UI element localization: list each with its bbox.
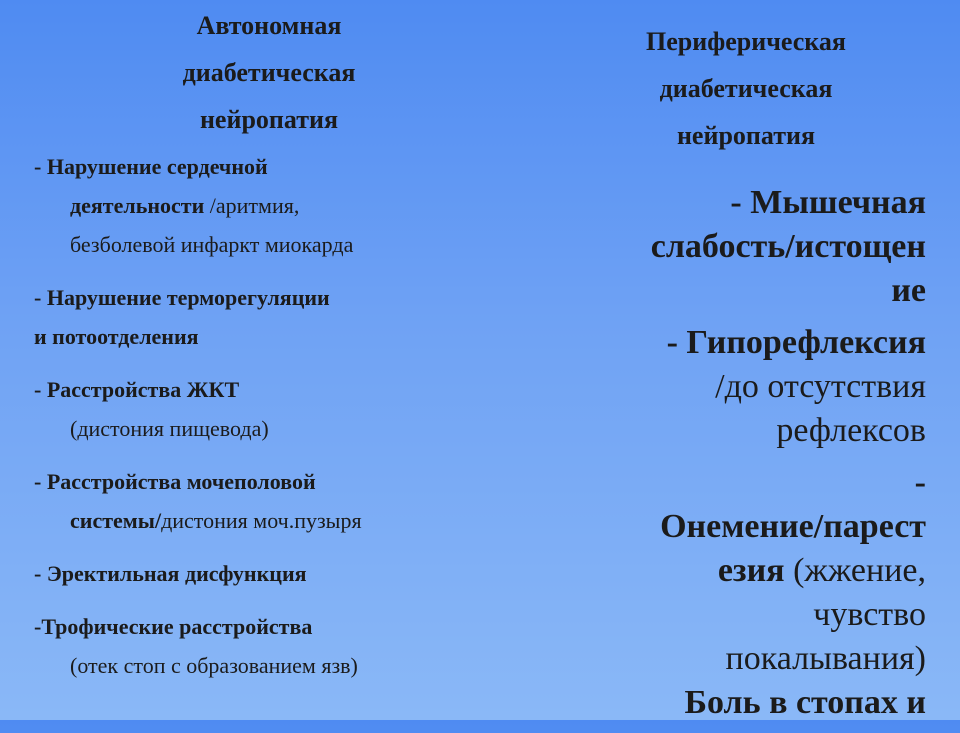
regular-text: рефлексов — [776, 412, 926, 449]
left-list-line — [34, 147, 514, 186]
bold-text: ие — [891, 272, 926, 309]
right-list-line — [566, 269, 926, 313]
right-heading-line: Периферическая — [646, 27, 846, 56]
left-list-line — [34, 370, 514, 409]
bold-text: - Нарушение терморегуляции — [34, 285, 330, 310]
left-list-item — [34, 278, 514, 356]
left-list-line — [34, 501, 514, 540]
bold-text: - Расстройства ЖКТ — [34, 377, 240, 402]
regular-text: чувство — [813, 596, 926, 633]
left-list-item — [34, 462, 514, 540]
left-list-item — [34, 554, 514, 593]
autonomic-symptom-list — [34, 147, 514, 685]
bold-text: - Эректильная дисфункция — [34, 561, 307, 586]
right-list-line — [566, 593, 926, 637]
right-list-line — [566, 321, 926, 365]
right-column — [566, 0, 926, 733]
right-list-line — [566, 549, 926, 593]
left-list-line — [34, 278, 514, 317]
right-list-line — [566, 505, 926, 549]
bold-text: езия — [717, 552, 785, 589]
left-list-line — [34, 554, 514, 593]
regular-text: покалывания) — [725, 640, 926, 677]
bold-text: - Гипорефлексия — [666, 324, 926, 361]
right-list-line — [566, 681, 926, 725]
left-list-line — [34, 317, 514, 356]
regular-text: (отек стоп с образованием язв) — [70, 653, 358, 678]
bold-text: - Нарушение сердечной — [34, 154, 268, 179]
left-list-item — [34, 370, 514, 448]
right-list-line — [566, 461, 926, 505]
regular-text: (дистония пищевода) — [70, 416, 269, 441]
left-heading-line: диабетическая — [182, 58, 356, 87]
left-heading-line: Автономная — [196, 11, 342, 40]
right-heading-line: нейропатия — [676, 121, 816, 150]
right-list-line — [566, 181, 926, 225]
regular-text: /до отсутствия — [715, 368, 926, 405]
bold-text: и потоотделения — [34, 324, 199, 349]
left-heading-line: нейропатия — [199, 105, 339, 134]
regular-text: безболевой инфаркт миокарда — [70, 232, 354, 257]
left-list-line — [34, 462, 514, 501]
left-list-line — [34, 225, 514, 264]
bold-text: - Расстройства мочеполовой — [34, 469, 316, 494]
left-heading — [34, 2, 504, 143]
left-list-line — [34, 646, 514, 685]
bold-text: -Трофические расстройства — [34, 614, 313, 639]
right-list-line — [566, 365, 926, 409]
left-list-line — [34, 186, 514, 225]
right-heading-line: диабетическая — [659, 74, 833, 103]
bold-text: деятельности — [70, 193, 205, 218]
right-list-line — [566, 409, 926, 453]
peripheral-symptom-list — [566, 181, 926, 725]
right-list-item — [566, 181, 926, 313]
right-list-item — [566, 461, 926, 725]
left-list-item — [34, 147, 514, 264]
left-list-line — [34, 409, 514, 448]
left-list-line — [34, 607, 514, 646]
left-list-item — [34, 607, 514, 685]
right-list-line — [566, 225, 926, 269]
bold-text: слабость/истощен — [650, 228, 926, 265]
left-column — [34, 0, 514, 699]
bold-text: системы/ — [70, 508, 162, 533]
bold-text: Боль в стопах и — [684, 684, 926, 721]
bold-text: - Мышечная — [730, 184, 926, 221]
regular-text: (жжение, — [784, 552, 926, 589]
regular-text: дистония моч.пузыря — [161, 508, 362, 533]
regular-text: /аритмия, — [204, 193, 300, 218]
right-list-line — [566, 637, 926, 681]
right-heading — [566, 18, 926, 159]
bold-text: Онемение/парест — [660, 508, 926, 545]
bold-text: - — [914, 464, 926, 501]
right-list-item — [566, 321, 926, 453]
